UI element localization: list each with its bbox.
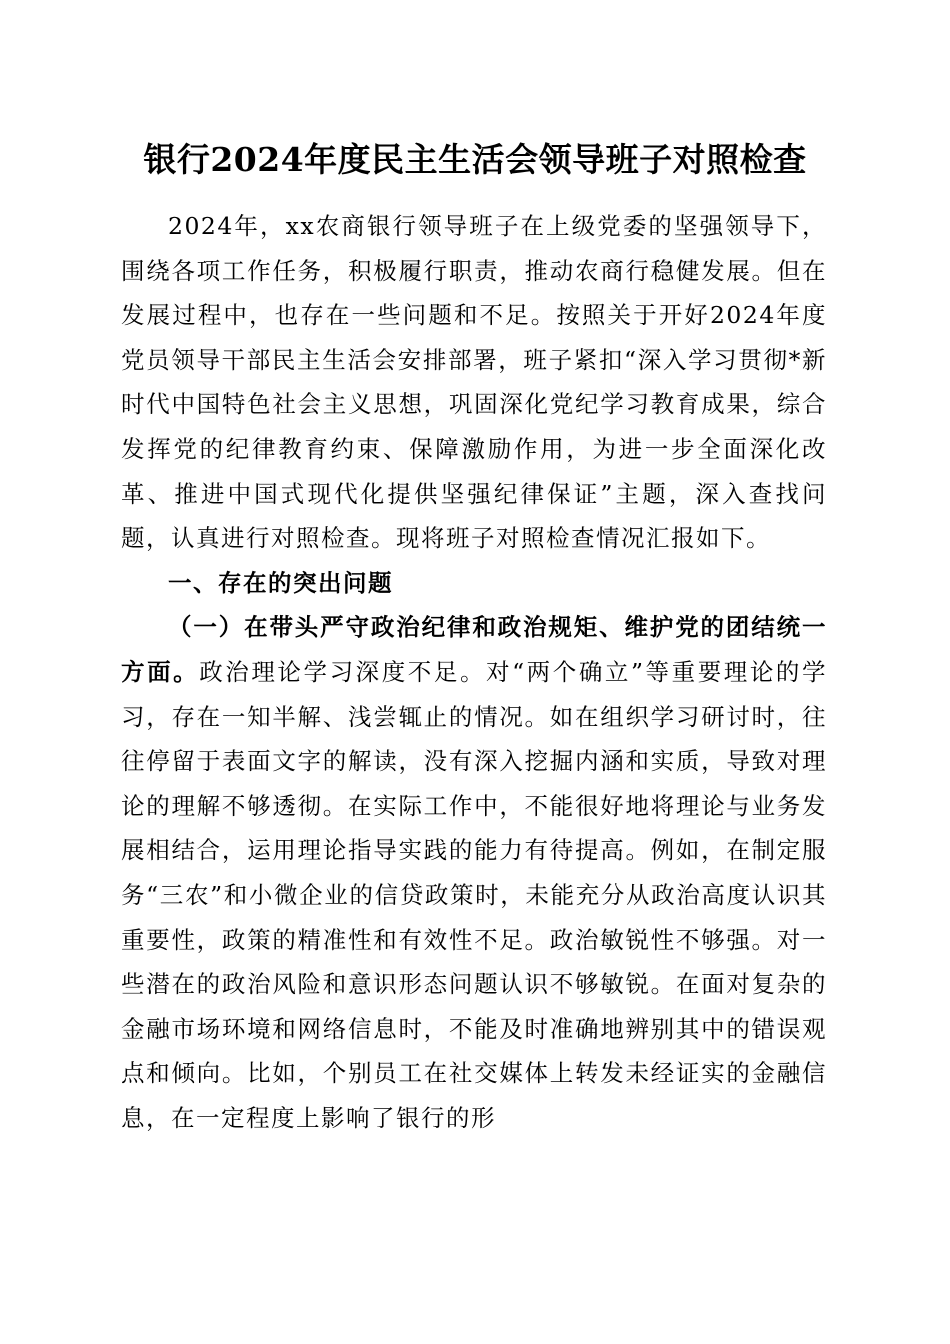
subsection-paragraph <box>121 605 827 1140</box>
subsection-body: 政治理论学习深度不足。对“两个确立”等重要理论的学习，存在一知半解、浅尝辄止的情况。如在组织学习研讨时，往往停留于表面文字的解读，没有深入挖掘内涵和实质，导致对理论的理解不够透彻。在实际工作中，不能很好地将理论与业务发展相结合，运用理论指导实践的能力有待提高。例如，在制定服务“三农”和小微企业的信贷政策时，未能充分从政治高度认识其重要性，政策的精准性和有效性不足。政治敏锐性不够强。对一些潜在的政治风险和意识形态问题认识不够敏锐。在面对复杂的金融市场环境和网络信息时，不能及时准确地辨别其中的错误观点和倾向。比如，个别员工在社交媒体上转发未经证实的金融信息，在一定程度上影响了银行的形 <box>121 657 827 1132</box>
document-title: 银行2024年度民主生活会领导班子对照检查 <box>143 140 807 179</box>
intro-paragraph: 2024年，xx农商银行领导班子在上级党委的坚强领导下，围绕各项工作任务，积极履行职责，推动农商行稳健发展。但在发展过程中，也存在一些问题和不足。按照关于开好2024年度党员领导干部民主生活会安排部署，班子紧扣“深入学习贯彻*新时代中国特色社会主义思想，巩固深化党纪学习教育成果，综合发挥党的纪律教育约束、保障激励作用，为进一步全面深化改革、推进中国式现代化提供坚强纪律保证”主题，深入查找问题，认真进行对照检查。现将班子对照检查情况汇报如下。 <box>121 212 827 553</box>
document-body <box>121 204 827 1140</box>
subsection-heading: （一）在带头严守政治纪律和政治规矩、维护党的团结统一方面。 <box>121 613 827 686</box>
section-heading: 一、存在的突出问题 <box>168 568 393 597</box>
